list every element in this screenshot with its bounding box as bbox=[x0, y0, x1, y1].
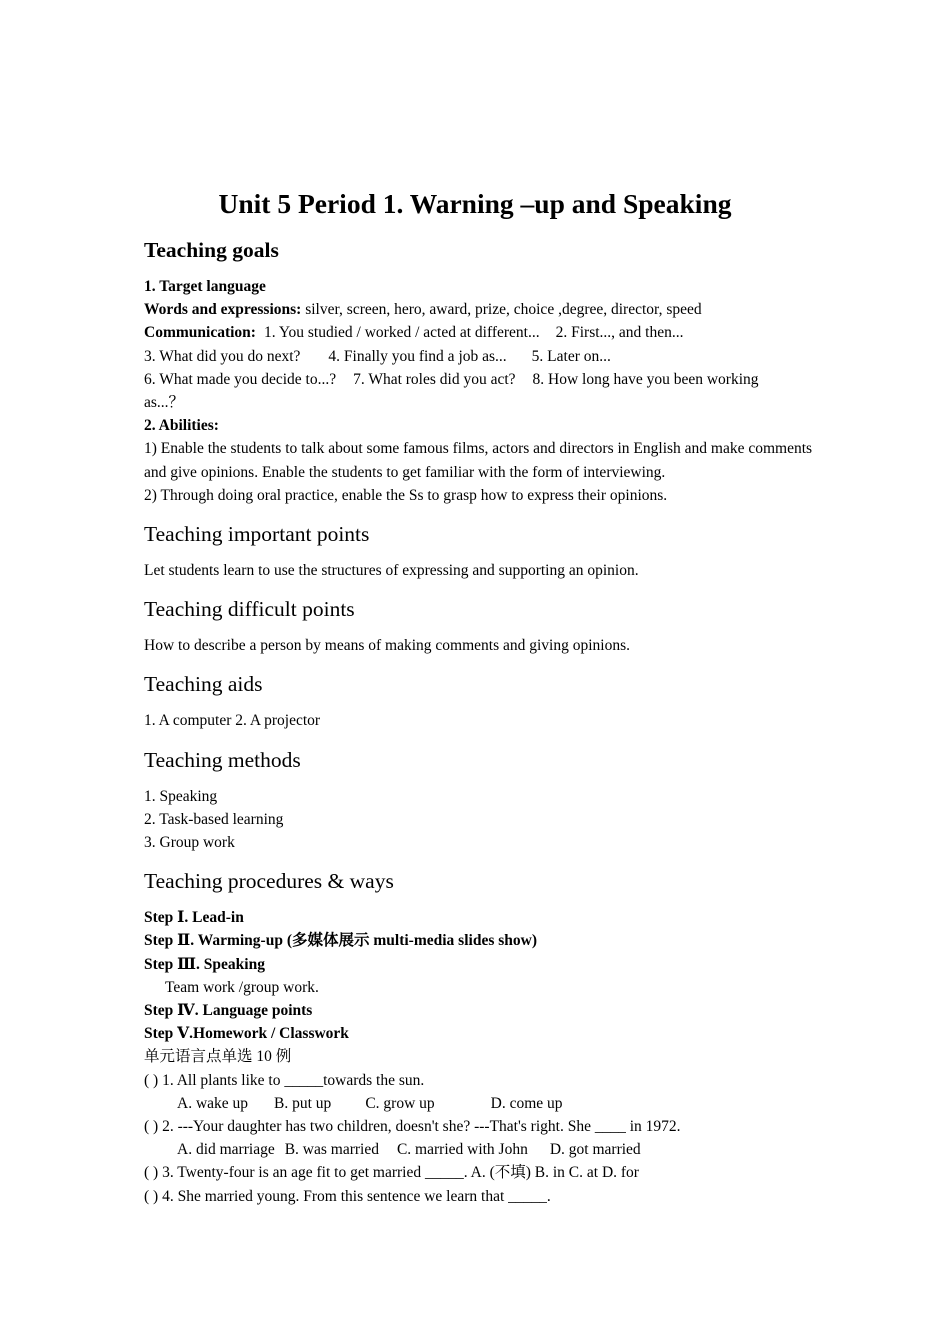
comm-item: 7. What roles did you act? bbox=[353, 370, 516, 388]
step-3: Step Ⅲ. Speaking bbox=[144, 955, 265, 973]
words-text: silver, screen, hero, award, prize, choice ,degree, director, speed bbox=[301, 301, 702, 319]
option: B. was married bbox=[284, 1141, 379, 1159]
step-2: Step Ⅱ. Warming-up (多媒体展示 multi-media slides show) bbox=[144, 932, 537, 950]
communication-line-4: as...？ bbox=[144, 394, 185, 412]
question-2: ( ) 2. ---Your daughter has two children, doesn't she? ---That's right. She ____ in 1972. bbox=[144, 1118, 681, 1136]
important-points-text: Let students learn to use the structures of expressing and supporting an opinion. bbox=[144, 562, 639, 580]
method-item: 3. Group work bbox=[144, 834, 235, 852]
communication-line-3 bbox=[144, 368, 814, 391]
page-title: Unit 5 Period 1. Warning –up and Speaking bbox=[218, 188, 732, 219]
ability-1: 1) Enable the students to talk about some famous films, actors and directors in English and make comments and give opinions. Enable the students to get familiar with the form of interviewing. bbox=[144, 440, 813, 481]
comm-item: 8. How long have you been working bbox=[532, 370, 759, 388]
exercise-intro: 单元语言点单选 10 例 bbox=[144, 1048, 292, 1066]
option: A. did marriage bbox=[177, 1141, 275, 1159]
target-language-label: 1. Target language bbox=[144, 278, 266, 295]
communication-line-2 bbox=[144, 345, 814, 368]
step-1: Step Ⅰ. Lead-in bbox=[144, 909, 244, 927]
comm-item: 4. Finally you find a job as... bbox=[328, 347, 507, 365]
important-points-heading: Teaching important points bbox=[144, 522, 370, 547]
comm-item: 6. What made you decide to...? bbox=[144, 370, 337, 388]
method-item: 2. Task-based learning bbox=[144, 810, 284, 828]
question-4: ( ) 4. She married young. From this sentence we learn that _____. bbox=[144, 1187, 551, 1205]
document-page bbox=[144, 186, 814, 1208]
step-5: Step Ⅴ.Homework / Classwork bbox=[144, 1025, 349, 1043]
teaching-aids-text: 1. A computer 2. A projector bbox=[144, 712, 321, 730]
option: C. grow up bbox=[365, 1094, 435, 1112]
question-1-options bbox=[144, 1092, 814, 1115]
option: B. put up bbox=[274, 1094, 332, 1112]
difficult-points-text: How to describe a person by means of making comments and giving opinions. bbox=[144, 637, 631, 655]
comm-item: 5. Later on... bbox=[531, 347, 611, 365]
difficult-points-heading: Teaching difficult points bbox=[144, 597, 355, 622]
words-expressions-line bbox=[144, 298, 814, 321]
option: D. come up bbox=[490, 1094, 563, 1112]
comm-item: 3. What did you do next? bbox=[144, 347, 301, 365]
communication-line bbox=[144, 321, 814, 344]
goals-heading: Teaching goals bbox=[144, 238, 279, 262]
question-1: ( ) 1. All plants like to _____towards the sun. bbox=[144, 1071, 425, 1089]
teaching-methods-heading: Teaching methods bbox=[144, 747, 301, 772]
option: D. got married bbox=[549, 1141, 641, 1159]
teaching-aids-heading: Teaching aids bbox=[144, 672, 263, 697]
procedures-heading: Teaching procedures & ways bbox=[144, 869, 394, 894]
step-4: Step Ⅳ. Language points bbox=[144, 1002, 313, 1020]
communication-label: Communication: bbox=[144, 324, 256, 342]
option: C. married with John bbox=[396, 1141, 528, 1159]
comm-item: 2. First..., and then... bbox=[555, 324, 684, 342]
abilities-label: 2. Abilities: bbox=[144, 417, 219, 435]
option: A. wake up bbox=[177, 1094, 249, 1112]
ability-2: 2) Through doing oral practice, enable the Ss to grasp how to express their opinions. bbox=[144, 486, 668, 504]
step-3-note: Team work /group work. bbox=[165, 978, 319, 996]
words-label: Words and expressions: bbox=[144, 301, 302, 319]
question-2-options bbox=[144, 1138, 814, 1161]
question-3: ( ) 3. Twenty-four is an age fit to get married _____. A. (不填) B. in C. at D. for bbox=[144, 1164, 639, 1182]
method-item: 1. Speaking bbox=[144, 787, 218, 805]
comm-item: 1. You studied / worked / acted at different... bbox=[263, 324, 540, 342]
